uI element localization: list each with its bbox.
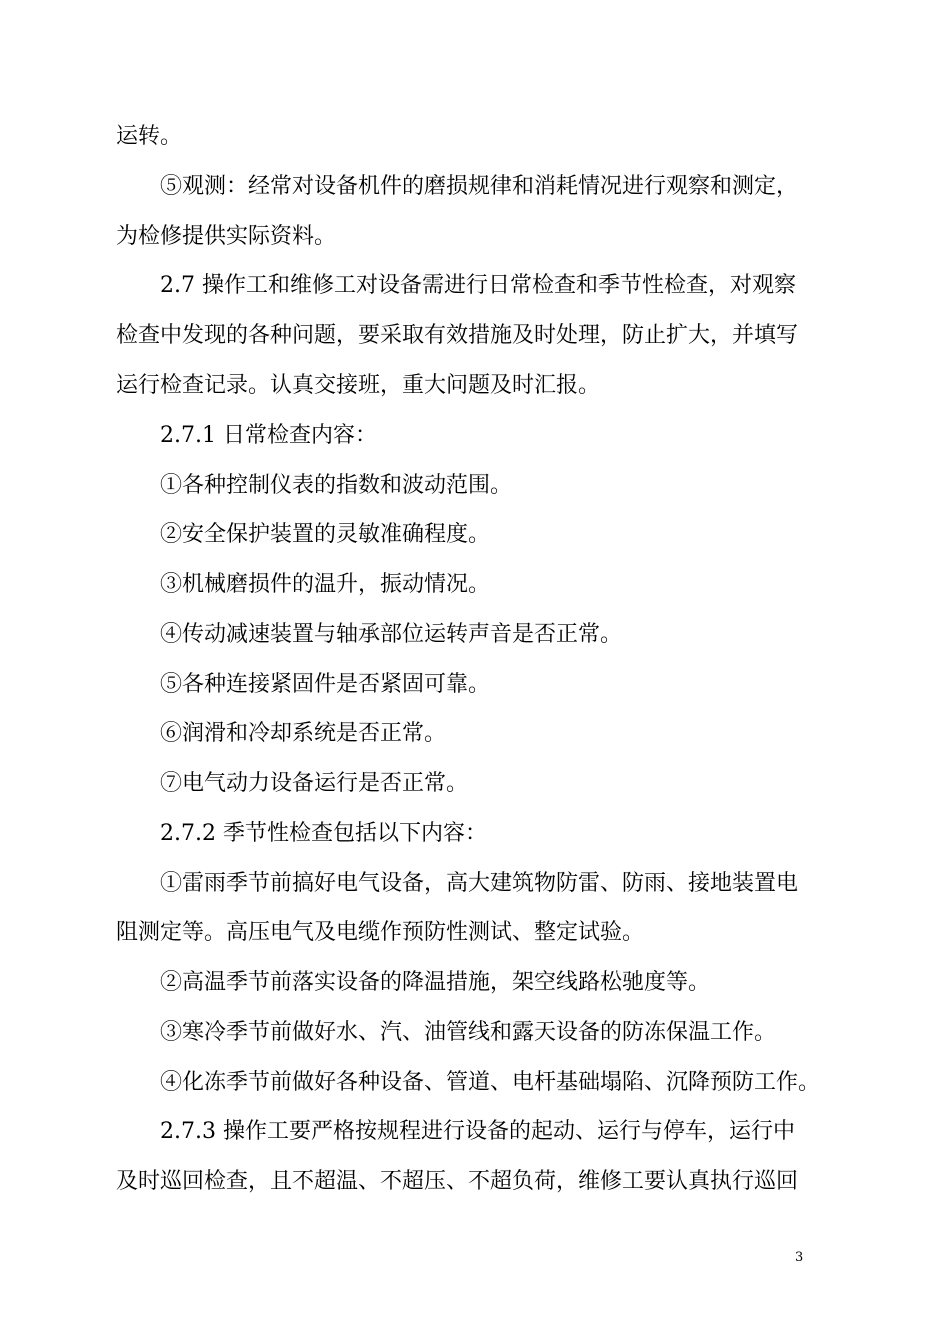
text-line: ③寒冷季节前做好水、汽、油管线和露天设备的防冻保温工作。 [160,1020,777,1045]
page-number: 3 [795,1250,804,1265]
text-line: ④化冻季节前做好各种设备、管道、电杆基础塌陷、沉降预防工作。 [160,1070,821,1095]
text-line: ①各种控制仪表的指数和波动范围。 [160,473,513,498]
text-line: 运转。 [116,124,183,149]
text-line: ④传动减速装置与轴承部位运转声音是否正常。 [160,622,623,647]
text-line: ①雷雨季节前搞好电气设备，高大建筑物防雷、防雨、接地装置电 [160,871,799,896]
text-line: 2.7 操作工和维修工对设备需进行日常检查和季节性检查，对观察 [160,273,796,298]
text-line: 运行检查记录。认真交接班，重大问题及时汇报。 [116,373,601,398]
text-line: ⑤观测：经常对设备机件的磨损规律和消耗情况进行观察和测定， [160,174,799,199]
text-line: 检查中发现的各种问题，要采取有效措施及时处理，防止扩大，并填写 [116,323,799,348]
text-line: ②高温季节前落实设备的降温措施，架空线路松驰度等。 [160,970,711,995]
text-line: ⑦电气动力设备运行是否正常。 [160,771,469,796]
text-line: 2.7.3 操作工要严格按规程进行设备的起动、运行与停车，运行中 [160,1119,795,1144]
text-line: 阻测定等。高压电气及电缆作预防性测试、整定试验。 [116,920,645,945]
text-line: 2.7.1 日常检查内容： [160,423,377,448]
text-line: ⑤各种连接紧固件是否紧固可靠。 [160,672,491,697]
text-line: 及时巡回检查，且不超温、不超压、不超负荷，维修工要认真执行巡回 [116,1169,799,1194]
text-line: 为检修提供实际资料。 [116,224,337,249]
text-line: 2.7.2 季节性检查包括以下内容： [160,821,487,846]
text-line: ②安全保护装置的灵敏准确程度。 [160,522,491,547]
text-line: ③机械磨损件的温升，振动情况。 [160,572,491,597]
text-line: ⑥润滑和冷却系统是否正常。 [160,721,447,746]
